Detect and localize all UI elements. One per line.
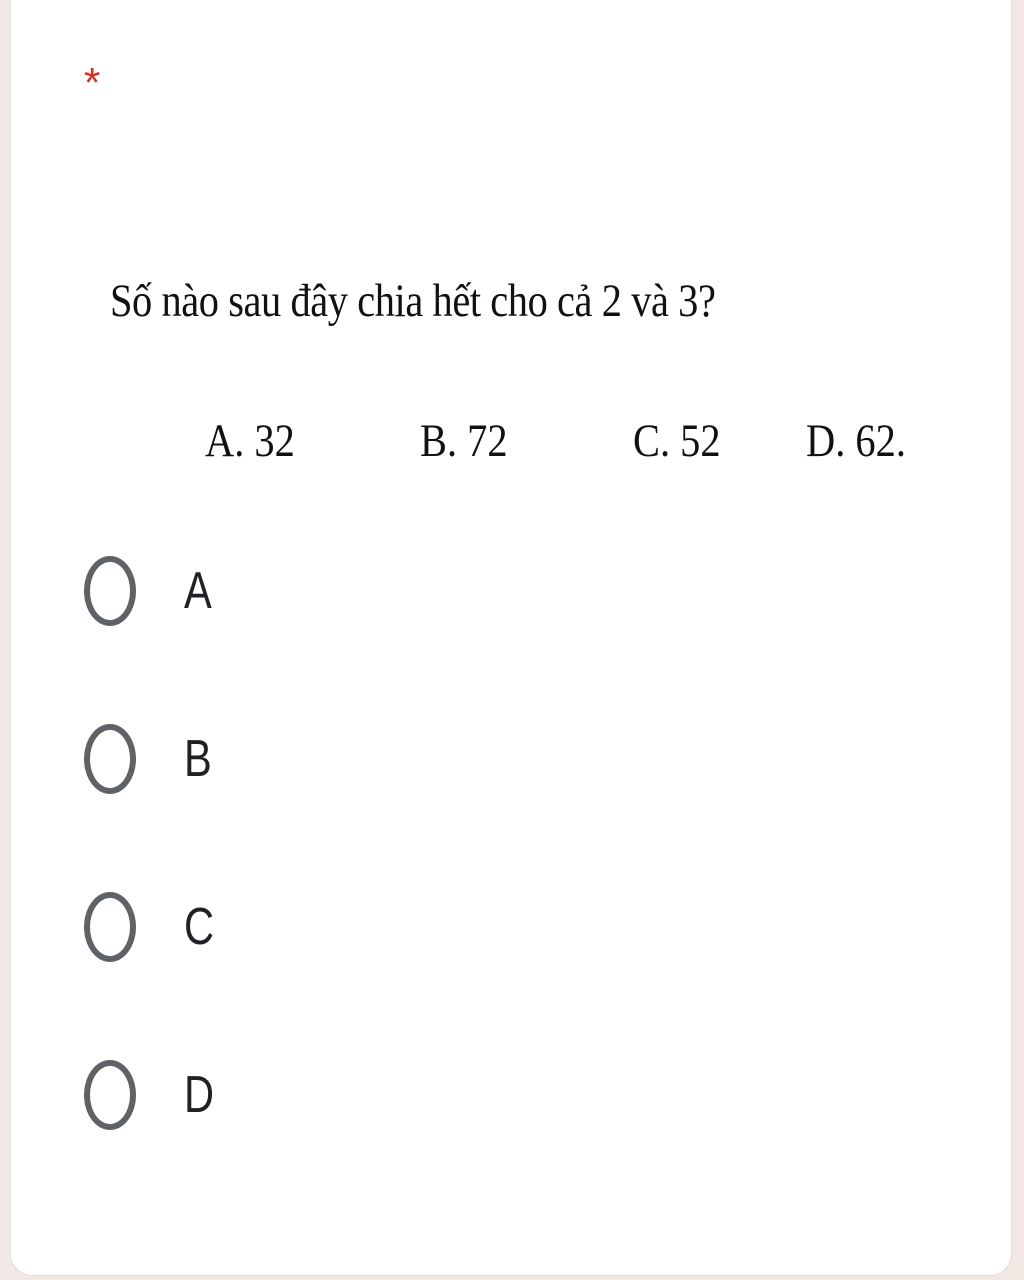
choice-a[interactable] (80, 546, 480, 636)
question-option-c: C. 52 (633, 415, 721, 467)
radio-button-a[interactable] (84, 556, 136, 626)
question-image (0, 0, 1024, 500)
question-option-d: D. 62. (806, 415, 906, 467)
radio-button-c[interactable] (84, 892, 136, 962)
choice-b[interactable] (80, 714, 480, 804)
question-option-a: A. 32 (205, 415, 295, 467)
question-option-b: B. 72 (420, 415, 508, 467)
choice-label-b: B (184, 730, 212, 788)
radio-button-d[interactable] (84, 1060, 136, 1130)
choice-label-c: C (184, 898, 215, 956)
choice-d[interactable] (80, 1050, 480, 1140)
choice-c[interactable] (80, 882, 480, 972)
choice-label-a: A (184, 562, 212, 620)
choice-label-d: D (184, 1066, 215, 1124)
required-asterisk: * (84, 59, 101, 106)
question-text: Số nào sau đây chia hết cho cả 2 và 3? (110, 275, 716, 327)
radio-button-b[interactable] (84, 724, 136, 794)
